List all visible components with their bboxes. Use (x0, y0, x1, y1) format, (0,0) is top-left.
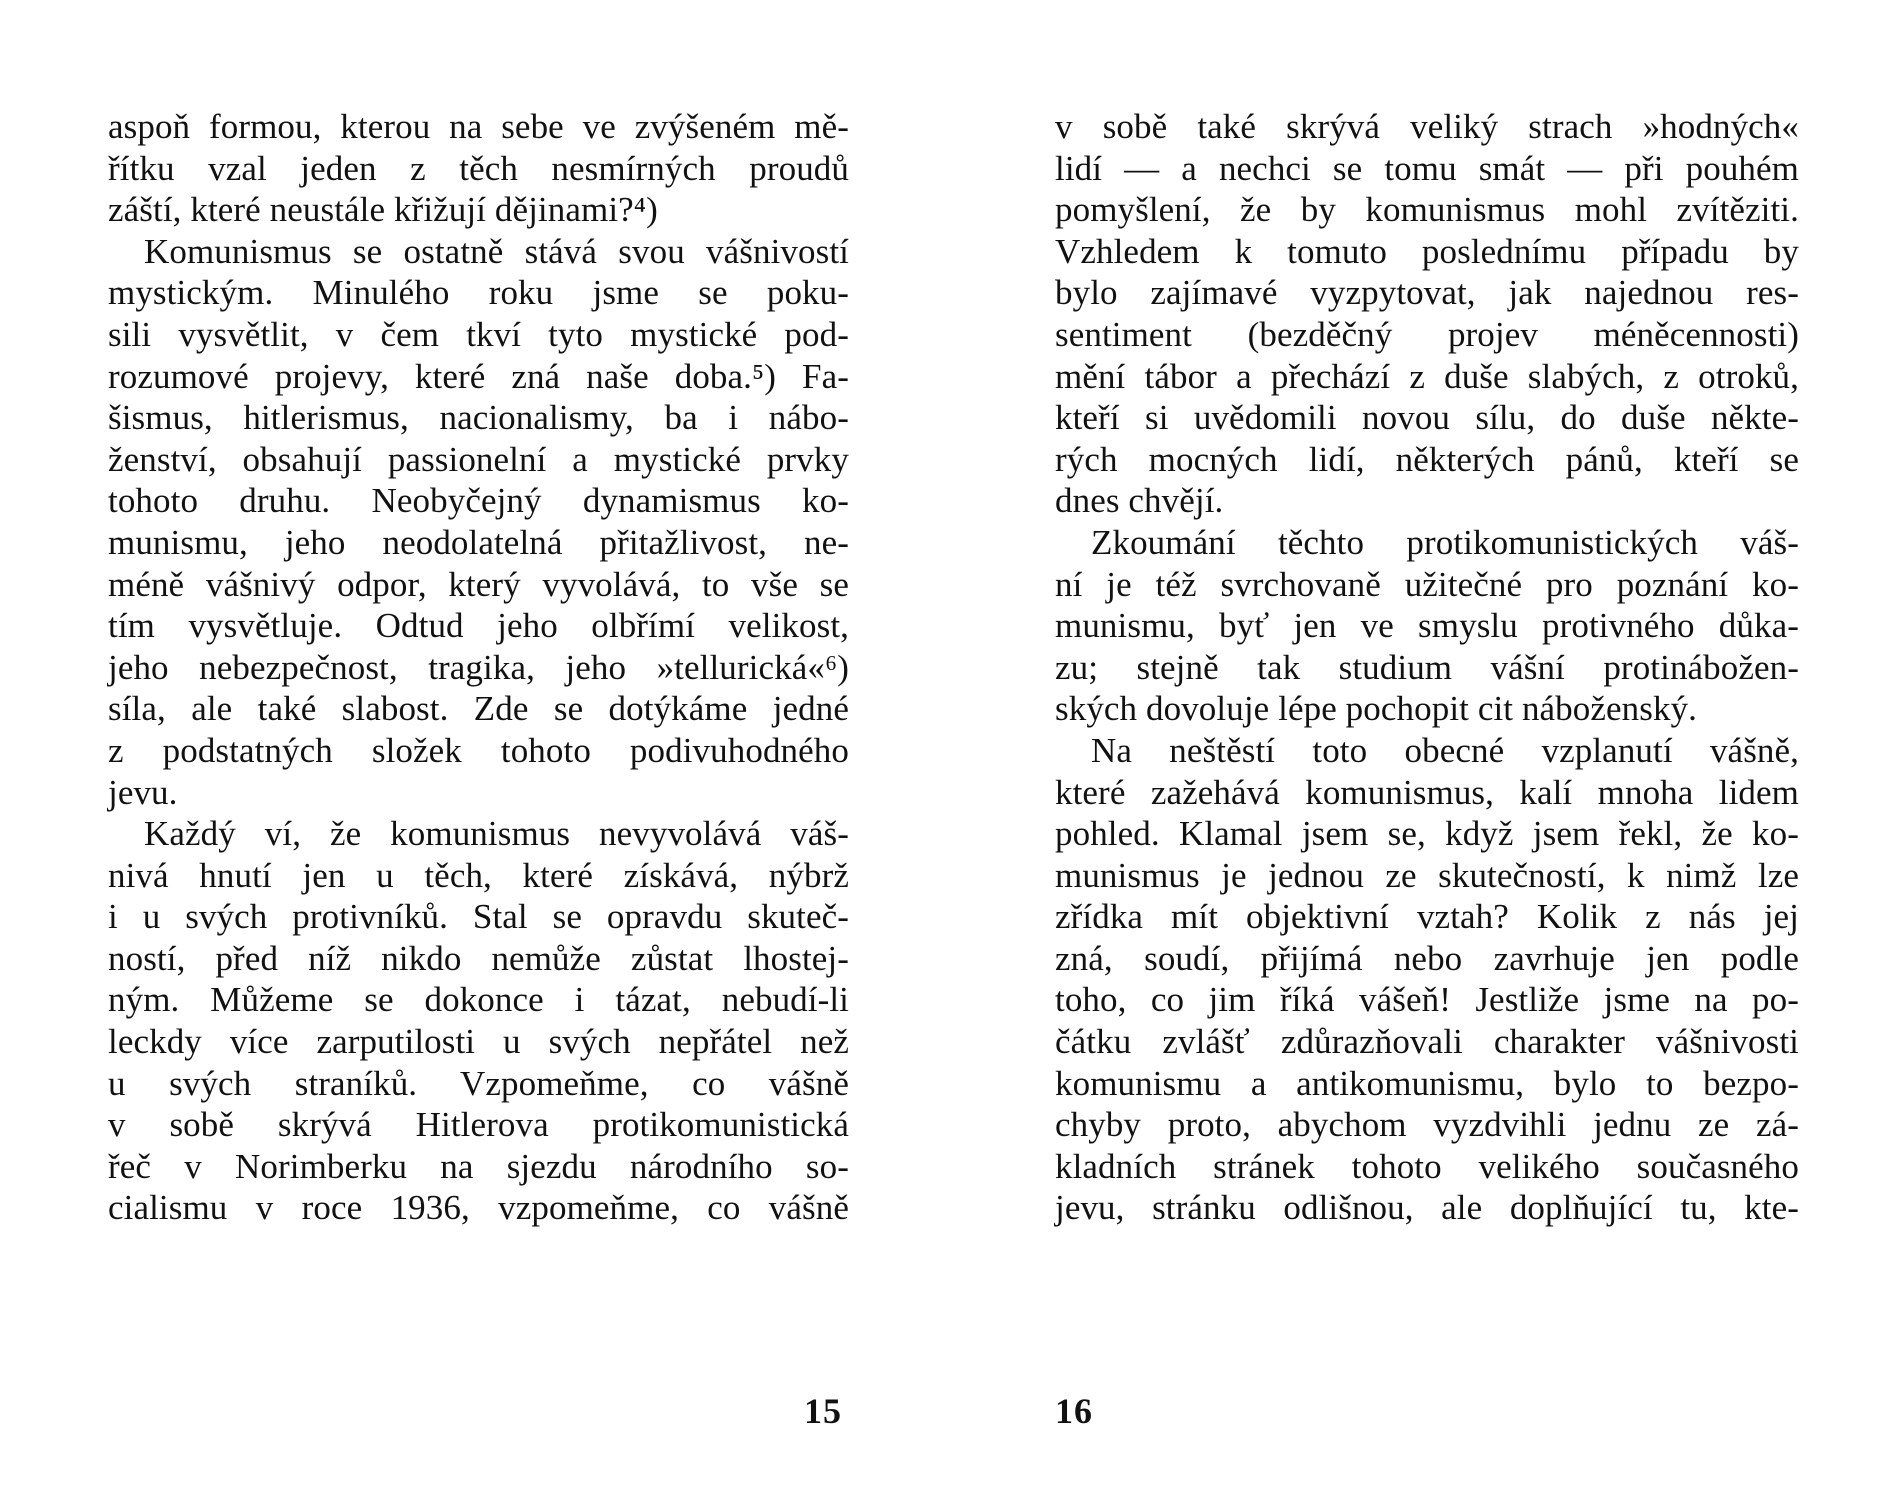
text-line: munismus je jednou ze skutečností, k nimž lze (1055, 855, 1799, 895)
text-line: tím vysvětluje. Odtud jeho olbřímí velikost, (108, 606, 849, 646)
text-line: ženství, obsahují passionelní a mystické prvky (108, 439, 849, 479)
text-line: rozumové projevy, které zná naše doba.⁵) Fa- (108, 356, 849, 396)
text-line: mystickým. Minulého roku jsme se poku- (108, 273, 849, 313)
text-line: tohoto druhu. Neobyčejný dynamismus ko- (108, 481, 849, 521)
text-line: dnes chvějí. (1055, 481, 1224, 521)
text-line: chyby proto, abychom vyzdvihli jednu ze zá- (1055, 1105, 1799, 1145)
right-page-text (1055, 106, 1799, 1229)
text-line: kladních stránek tohoto velikého současného (1055, 1146, 1799, 1186)
text-line: leckdy více zarputilosti u svých nepřátel než (108, 1022, 849, 1062)
text-line: Každý ví, že komunismus nevyvolává váš- (144, 814, 849, 854)
text-line: jevu. (108, 772, 178, 812)
text-line: i u svých protivníků. Stal se opravdu skuteč- (108, 897, 849, 937)
text-line: Vzhledem k tomuto poslednímu případu by (1055, 231, 1799, 271)
text-line: jeho nebezpečnost, tragika, jeho »tellurická«⁶) (108, 647, 849, 687)
text-line: munismu, jeho neodolatelná přitažlivost, ne- (108, 522, 849, 562)
text-line: pohled. Klamal jsem se, když jsem řekl, že ko- (1055, 814, 1799, 854)
text-line: aspoň formou, kterou na sebe ve zvýšeném mě- (108, 107, 849, 146)
text-line: nivá hnutí jen u těch, které získává, nýbrž (108, 855, 849, 895)
left-page-text (108, 106, 849, 1229)
text-line: Zkoumání těchto protikomunistických váš- (1091, 522, 1799, 562)
text-line: sentiment (bezděčný projev méněcennosti) (1055, 314, 1799, 354)
text-line: rých mocných lidí, některých pánů, kteří se (1055, 439, 1799, 479)
text-line: pomyšlení, že by komunismus mohl zvítěziti. (1055, 190, 1799, 230)
text-line: lidí — a nechci se tomu smát — při pouhém (1055, 148, 1799, 188)
text-line: zná, soudí, přijímá nebo zavrhuje jen podle (1055, 938, 1799, 978)
text-line: ských dovoluje lépe pochopit cit náboženský. (1055, 689, 1698, 729)
text-line: munismu, byť jen ve smyslu protivného důka- (1055, 606, 1799, 646)
text-line: Komunismus se ostatně stává svou vášnivostí (144, 231, 849, 271)
text-line: záští, které neustále křižují dějinami?⁴) (108, 190, 658, 230)
text-line: které zažehává komunismus, kalí mnoha lidem (1055, 772, 1799, 812)
text-line: mění tábor a přechází z duše slabých, z otroků, (1055, 356, 1799, 396)
text-line: Na neštěstí toto obecné vzplanutí vášně, (1091, 730, 1799, 770)
text-line: v sobě skrývá Hitlerova protikomunistická (108, 1105, 849, 1145)
text-line: ným. Můžeme se dokonce i tázat, nebudí-li (108, 980, 849, 1020)
text-line: ní je též svrchovaně užitečné pro poznání ko- (1055, 564, 1799, 604)
text-line: sili vysvětlit, v čem tkví tyto mystické pod- (108, 314, 849, 354)
text-line: šismus, hitlerismus, nacionalismy, ba i nábo- (108, 398, 849, 438)
text-line: bylo zajímavé vyzpytovat, jak najednou res- (1055, 273, 1799, 313)
text-line: méně vášnivý odpor, který vyvolává, to vše se (108, 564, 849, 604)
text-line: cialismu v roce 1936, vzpomeňme, co vášně (108, 1188, 849, 1228)
text-line: toho, co jim říká vášeň! Jestliže jsme na po- (1055, 980, 1799, 1020)
text-line: ností, před níž nikdo nemůže zůstat lhostej- (108, 938, 849, 978)
text-line: komunismu a antikomunismu, bylo to bezpo- (1055, 1063, 1799, 1103)
text-line: z podstatných složek tohoto podivuhodného (108, 730, 849, 770)
text-line: zřídka mít objektivní vztah? Kolik z nás jej (1055, 897, 1799, 937)
text-line: v sobě také skrývá veliký strach »hodných« (1055, 107, 1799, 146)
text-line: čátku zvlášť zdůrazňovali charakter vášnivosti (1055, 1022, 1799, 1062)
right-page (949, 0, 1898, 1500)
text-line: síla, ale také slabost. Zde se dotýkáme jedné (108, 689, 849, 729)
text-line: řeč v Norimberku na sjezdu národního so- (108, 1146, 849, 1186)
text-line: zu; stejně tak studium vášní protinábožen- (1055, 647, 1799, 687)
right-page-number: 16 (1055, 1391, 1093, 1431)
text-line: u svých straníků. Vzpomeňme, co vášně (108, 1063, 849, 1103)
text-line: řítku vzal jeden z těch nesmírných proudů (108, 148, 849, 188)
left-page-number: 15 (804, 1391, 842, 1431)
text-line: jevu, stránku odlišnou, ale doplňující tu, kte- (1055, 1188, 1799, 1228)
text-line: kteří si uvědomili novou sílu, do duše někte- (1055, 398, 1799, 438)
